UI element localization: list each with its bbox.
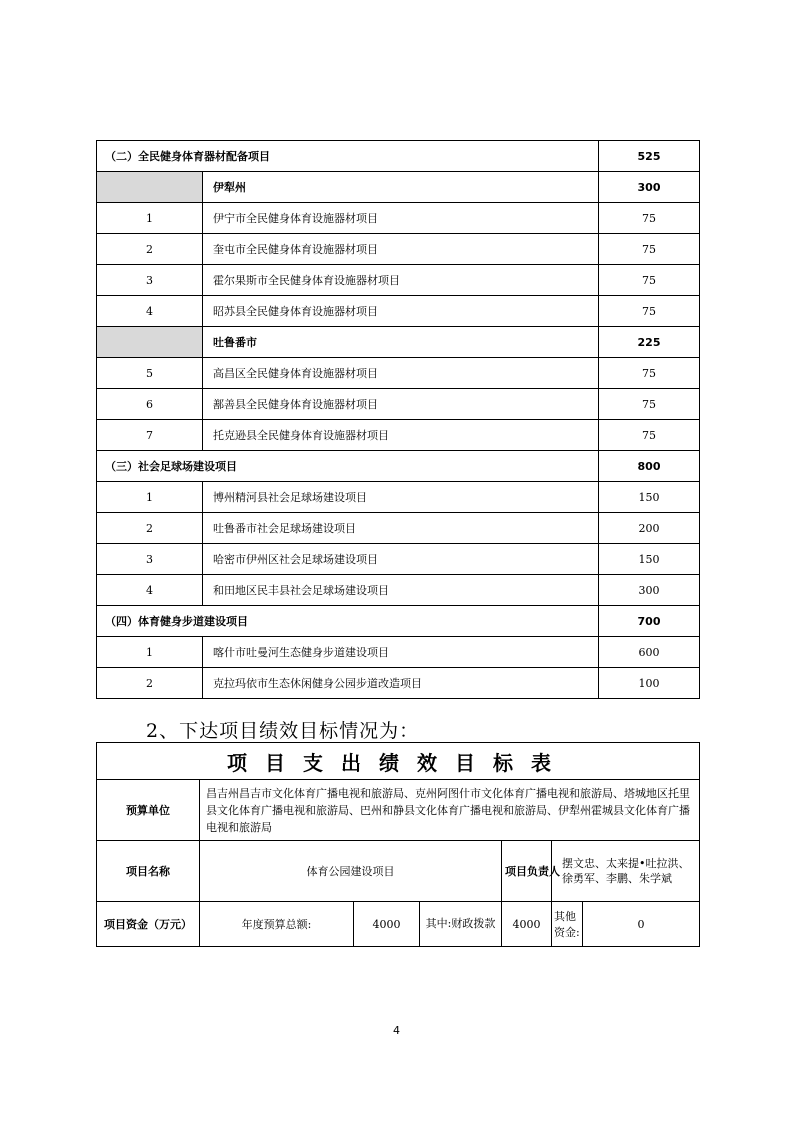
project-name-value: 体育公园建设项目: [200, 841, 502, 902]
table-row: [97, 544, 700, 575]
row-number: 3: [97, 544, 203, 575]
region-amount: 225: [599, 327, 700, 358]
annual-budget-label: 年度预算总额:: [200, 902, 354, 947]
annual-budget-value: 4000: [354, 902, 420, 947]
project-name-label: 项目名称: [97, 841, 200, 902]
table-row: [97, 668, 700, 699]
project-amount: 75: [599, 296, 700, 327]
section-label: （四）体育健身步道建设项目: [97, 606, 599, 637]
fund-label: 项目资金（万元）: [97, 902, 200, 947]
project-label: 喀什市吐曼河生态健身步道建设项目: [203, 637, 599, 668]
project-label: 和田地区民丰县社会足球场建设项目: [203, 575, 599, 606]
project-label: 托克逊县全民健身体育设施器材项目: [203, 420, 599, 451]
project-amount: 600: [599, 637, 700, 668]
table-row: [97, 513, 700, 544]
section-amount: 800: [599, 451, 700, 482]
project-label: 伊宁市全民健身体育设施器材项目: [203, 203, 599, 234]
table-row: [97, 575, 700, 606]
table-row: [97, 141, 700, 172]
section-amount: 525: [599, 141, 700, 172]
table-row: [97, 234, 700, 265]
project-amount: 75: [599, 265, 700, 296]
row-number: 2: [97, 668, 203, 699]
project-label: 奎屯市全民健身体育设施器材项目: [203, 234, 599, 265]
fiscal-label: 其中:财政拨款: [420, 902, 502, 947]
table-row: [97, 358, 700, 389]
row-number: 3: [97, 265, 203, 296]
fiscal-value: 4000: [502, 902, 552, 947]
table-row: [97, 389, 700, 420]
row-number: 5: [97, 358, 203, 389]
project-label: 高昌区全民健身体育设施器材项目: [203, 358, 599, 389]
project-amount-table: [96, 140, 700, 699]
project-label: 霍尔果斯市全民健身体育设施器材项目: [203, 265, 599, 296]
row-number: 7: [97, 420, 203, 451]
other-value: 0: [637, 917, 645, 931]
table-row: [97, 482, 700, 513]
project-amount: 150: [599, 482, 700, 513]
row-number: 2: [97, 513, 203, 544]
table-row: [97, 203, 700, 234]
table-title: 项目支出绩效目标表: [97, 743, 700, 780]
section-label: （三）社会足球场建设项目: [97, 451, 599, 482]
table-row: [97, 606, 700, 637]
other-funds-cell: [552, 902, 700, 947]
row-number: 6: [97, 389, 203, 420]
project-label: 哈密市伊州区社会足球场建设项目: [203, 544, 599, 575]
table-row: [97, 327, 700, 358]
project-lead-value: 摆文忠、太来提•吐拉洪、徐勇军、李鹏、朱学斌: [552, 841, 700, 902]
project-label: 博州精河县社会足球场建设项目: [203, 482, 599, 513]
table-row: [97, 265, 700, 296]
performance-target-table: [96, 742, 700, 947]
project-amount-table-body: [97, 141, 700, 699]
other-label: 其他资金:: [552, 902, 583, 946]
project-amount: 200: [599, 513, 700, 544]
section-heading: 2、下达项目绩效目标情况为：: [146, 720, 420, 742]
budget-unit-label: 预算单位: [97, 780, 200, 841]
section-amount: 700: [599, 606, 700, 637]
table-row: [97, 451, 700, 482]
row-number: 1: [97, 203, 203, 234]
row-number: 1: [97, 482, 203, 513]
page-number: 4: [393, 1024, 400, 1037]
project-label: 鄯善县全民健身体育设施器材项目: [203, 389, 599, 420]
row-number: 4: [97, 575, 203, 606]
project-amount: 75: [599, 234, 700, 265]
row-number: 1: [97, 637, 203, 668]
project-amount: 300: [599, 575, 700, 606]
project-amount: 75: [599, 203, 700, 234]
region-label: 伊犁州: [203, 172, 599, 203]
region-label: 吐鲁番市: [203, 327, 599, 358]
table-row: [97, 172, 700, 203]
table-row: [97, 296, 700, 327]
project-label: 克拉玛依市生态休闲健身公园步道改造项目: [203, 668, 599, 699]
budget-unit-value: 昌吉州昌吉市文化体育广播电视和旅游局、克州阿图什市文化体育广播电视和旅游局、塔城地区托里县文化体育广播电视和旅游局、巴州和静县文化体育广播电视和旅游局、伊犁州霍城县文化体育广播电视和旅游局: [200, 780, 700, 841]
section-label: （二）全民健身体育器材配备项目: [97, 141, 599, 172]
project-label: 吐鲁番市社会足球场建设项目: [203, 513, 599, 544]
row-number: [97, 327, 203, 358]
project-amount: 75: [599, 420, 700, 451]
project-lead-label: 项目负责人: [502, 841, 552, 902]
region-amount: 300: [599, 172, 700, 203]
project-label: 昭苏县全民健身体育设施器材项目: [203, 296, 599, 327]
table-row: [97, 420, 700, 451]
project-amount: 150: [599, 544, 700, 575]
row-number: 4: [97, 296, 203, 327]
row-number: 2: [97, 234, 203, 265]
project-amount: 100: [599, 668, 700, 699]
project-amount: 75: [599, 389, 700, 420]
project-amount: 75: [599, 358, 700, 389]
table-row: [97, 637, 700, 668]
row-number: [97, 172, 203, 203]
